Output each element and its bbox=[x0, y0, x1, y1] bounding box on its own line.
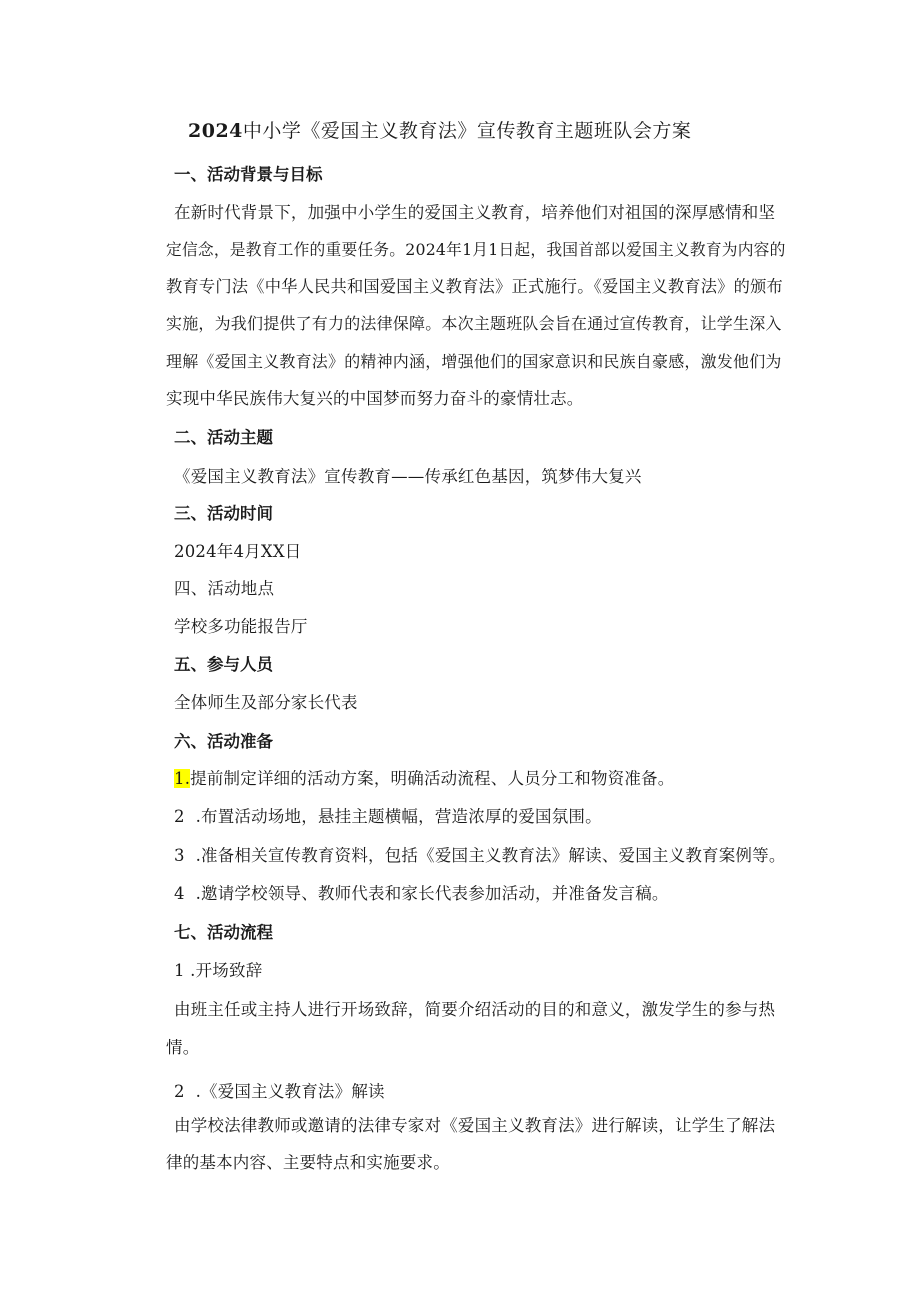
prep-item-4: 4 .邀请学校领导、教师代表和家长代表参加活动，并准备发言稿。 bbox=[174, 884, 669, 903]
document-title: 2024中小学《爱国主义教育法》宣传教育主题班队会方案 bbox=[188, 120, 692, 142]
participants-text: 全体师生及部分家长代表 bbox=[174, 693, 358, 712]
paragraph-line: 由学校法律教师或邀请的法律专家对《爱国主义教育法》进行解读，让学生了解法 bbox=[174, 1116, 776, 1135]
location-text: 学校多功能报告厅 bbox=[174, 617, 308, 636]
paragraph-line: 教育专门法《中华人民共和国爱国主义教育法》正式施行。《爱国主义教育法》的颁布 bbox=[166, 277, 783, 296]
section-1-heading: 一、活动背景与目标 bbox=[174, 165, 323, 184]
section-2-heading: 二、活动主题 bbox=[174, 428, 273, 447]
theme-text: 《爱国主义教育法》宣传教育——传承红色基因，筑梦伟大复兴 bbox=[174, 467, 642, 486]
prep-item-2: 2 .布置活动场地，悬挂主题横幅，营造浓厚的爱国氛围。 bbox=[174, 807, 602, 826]
paragraph-line: 理解《爱国主义教育法》的精神内涵，增强他们的国家意识和民族自豪感，激发他们为 bbox=[166, 352, 782, 371]
paragraph-line: 情。 bbox=[166, 1038, 200, 1057]
paragraph-line: 实现中华民族伟大复兴的中国梦而努力奋斗的豪情壮志。 bbox=[166, 389, 584, 408]
flow-item-2: 2 .《爱国主义教育法》解读 bbox=[174, 1082, 385, 1101]
section-7-heading: 七、活动流程 bbox=[174, 923, 273, 942]
section-4-heading: 四、活动地点 bbox=[174, 579, 275, 598]
time-text: 2024年4月XX日 bbox=[174, 542, 302, 561]
section-5-heading: 五、参与人员 bbox=[174, 655, 273, 674]
section-6-heading: 六、活动准备 bbox=[174, 732, 273, 751]
paragraph-line: 律的基本内容、主要特点和实施要求。 bbox=[166, 1153, 450, 1172]
highlighted-number: 1. bbox=[174, 769, 191, 788]
prep-item-1: 1.提前制定详细的活动方案，明确活动流程、人员分工和物资准备。 bbox=[174, 769, 675, 788]
paragraph-line: 由班主任或主持人进行开场致辞，简要介绍活动的目的和意义，激发学生的参与热 bbox=[174, 1000, 776, 1019]
section-3-heading: 三、活动时间 bbox=[174, 504, 273, 523]
paragraph-line: 定信念，是教育工作的重要任务。2024年1月1日起，我国首部以爱国主义教育为内容的 bbox=[166, 240, 786, 259]
paragraph-line: 在新时代背景下，加强中小学生的爱国主义教育，培养他们对祖国的深厚感情和坚 bbox=[174, 203, 776, 222]
paragraph-line: 实施，为我们提供了有力的法律保障。本次主题班队会旨在通过宣传教育，让学生深入 bbox=[166, 314, 782, 333]
prep-item-3: 3 .准备相关宣传教育资料，包括《爱国主义教育法》解读、爱国主义教育案例等。 bbox=[174, 846, 786, 865]
flow-item-1: 1 .开场致辞 bbox=[174, 961, 263, 980]
